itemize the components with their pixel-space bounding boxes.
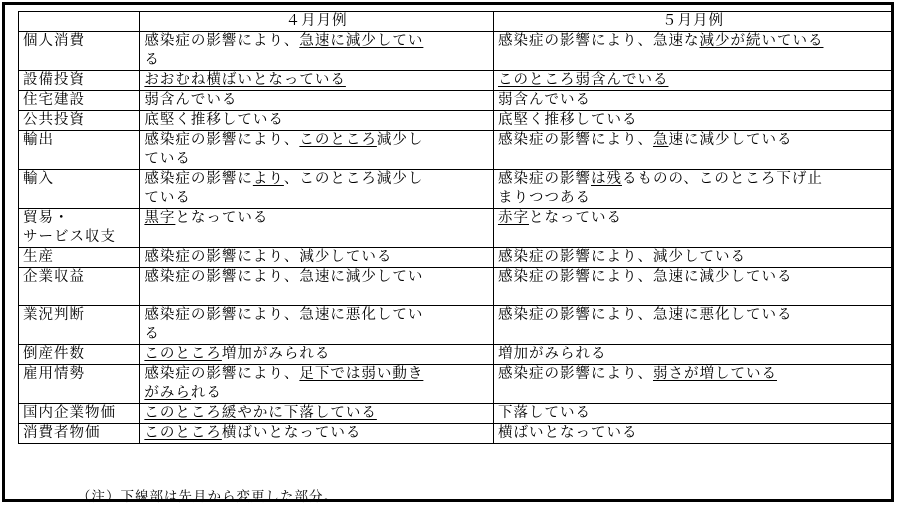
row-label-line: 個人消費 <box>23 33 85 49</box>
cell-may <box>493 32 892 71</box>
cell-line: 感染症の影響により、急速に減少している <box>497 269 793 285</box>
cell-may <box>493 424 892 444</box>
row-label-line: 国内企業物価 <box>23 405 116 421</box>
table-row <box>19 404 893 424</box>
cell-may <box>493 170 892 209</box>
cell-april <box>140 170 494 209</box>
header-may: ５月月例 <box>493 12 892 32</box>
document-frame <box>2 2 894 505</box>
table-row <box>19 345 893 365</box>
row-label-line: サービス収支 <box>23 229 116 245</box>
cell-line: 弱含んでいる <box>144 92 238 108</box>
table-row <box>19 306 893 345</box>
changed-text: 黒字 <box>144 210 176 226</box>
cell-line: 赤字となっている <box>497 210 622 226</box>
row-label <box>19 268 140 306</box>
table-body <box>19 32 893 444</box>
changed-text: このところ緩やかに下落している <box>144 405 377 421</box>
row-label <box>19 111 140 131</box>
cell-may <box>493 365 892 404</box>
cell-may <box>493 268 892 306</box>
table-row <box>19 268 893 306</box>
row-label-line: 業況判断 <box>23 307 85 323</box>
changed-text: このところ弱含んでいる <box>497 72 669 88</box>
cell-line: 感染症の影響により、急速に悪化してい <box>144 307 424 323</box>
row-label <box>19 345 140 365</box>
cell-may <box>493 248 892 268</box>
row-label <box>19 404 140 424</box>
row-label-line: 雇用情勢 <box>23 366 85 382</box>
table-row <box>19 209 893 248</box>
economic-assessment-table <box>18 11 893 444</box>
changed-text: おおむね横ばいとなっている <box>144 72 346 88</box>
cell-line: 感染症の影響により、このところ減少し <box>144 171 424 187</box>
table-row <box>19 424 893 444</box>
row-label-line: 住宅建設 <box>23 92 85 108</box>
cell-april <box>140 268 494 306</box>
row-label <box>19 365 140 404</box>
cell-line: 感染症の影響は残るものの、このところ下げ止 <box>497 171 823 187</box>
cell-may <box>493 131 892 170</box>
cell-line: 増加がみられる <box>497 346 607 362</box>
table-row <box>19 32 893 71</box>
table-row <box>19 248 893 268</box>
changed-text: このところ <box>299 132 377 148</box>
row-label <box>19 32 140 71</box>
cell-line: 感染症の影響により、足下では弱い動き <box>144 366 424 382</box>
cell-line: 下落している <box>497 405 591 421</box>
cell-may <box>493 91 892 111</box>
cell-may <box>493 209 892 248</box>
table-row <box>19 111 893 131</box>
cell-may <box>493 71 892 91</box>
changed-text: 足下では弱い動き <box>299 366 424 382</box>
row-label <box>19 424 140 444</box>
changed-text: より <box>252 171 284 187</box>
row-label-line: 消費者物価 <box>23 425 101 441</box>
cell-line: このところ横ばいとなっている <box>144 425 362 441</box>
table-row <box>19 131 893 170</box>
changed-text: がみら <box>144 385 191 401</box>
row-label-line: 企業収益 <box>23 269 85 285</box>
cell-april <box>140 248 494 268</box>
changed-text: 急速に減少してい <box>299 33 424 49</box>
changed-text: このところ <box>144 346 222 362</box>
cell-line: 感染症の影響により、急速に減少している <box>497 132 793 148</box>
cell-april <box>140 404 494 424</box>
header-corner-cell <box>19 12 140 32</box>
cell-may <box>493 345 892 365</box>
cell-april <box>140 424 494 444</box>
cell-april <box>140 365 494 404</box>
cell-line: 底堅く推移している <box>144 112 284 128</box>
cell-line: がみられる <box>144 385 222 401</box>
cell-line: 弱含んでいる <box>497 92 591 108</box>
cell-may <box>493 306 892 345</box>
cell-line: まりつつある <box>497 190 591 206</box>
row-label <box>19 209 140 248</box>
cell-line: 感染症の影響により、弱さが増している <box>497 366 777 382</box>
row-label-line: 生産 <box>23 249 54 265</box>
table-row <box>19 365 893 404</box>
row-label <box>19 306 140 345</box>
cell-april <box>140 32 494 71</box>
row-label <box>19 91 140 111</box>
cell-april <box>140 91 494 111</box>
cell-line: る <box>144 52 160 68</box>
cell-line: ている <box>144 190 191 206</box>
cell-april <box>140 111 494 131</box>
cell-line: 感染症の影響により、急速に減少してい <box>144 269 424 285</box>
cell-line: る <box>144 326 160 342</box>
row-label <box>19 131 140 170</box>
row-label <box>19 71 140 91</box>
header-april: ４月月例 <box>140 12 494 32</box>
changed-text: このところ <box>144 425 222 441</box>
table-row <box>19 91 893 111</box>
row-label <box>19 248 140 268</box>
cell-line: 横ばいとなっている <box>497 425 638 441</box>
cell-line: 感染症の影響により、減少している <box>497 249 746 265</box>
table-row <box>19 170 893 209</box>
cell-april <box>140 71 494 91</box>
cell-april <box>140 306 494 345</box>
cell-may <box>493 111 892 131</box>
changed-text: 弱さが増している <box>652 366 777 382</box>
cell-line: 感染症の影響により、減少している <box>144 249 393 265</box>
cell-line: 感染症の影響により、急速に悪化している <box>497 307 793 323</box>
cell-april <box>140 131 494 170</box>
row-label-line: 公共投資 <box>23 112 85 128</box>
cell-line: 底堅く推移している <box>497 112 638 128</box>
row-label-line: 貿易・ <box>23 210 70 226</box>
cell-line: ている <box>144 151 191 167</box>
cell-may <box>493 404 892 424</box>
cell-april <box>140 345 494 365</box>
header-row <box>19 12 893 32</box>
row-label-line: 設備投資 <box>23 72 85 88</box>
changed-text: は残 <box>590 171 622 187</box>
row-label-line: 輸入 <box>23 171 54 187</box>
cell-line: 感染症の影響により、急速に減少してい <box>144 33 424 49</box>
cell-line <box>498 71 888 90</box>
cell-april <box>140 209 494 248</box>
cell-line <box>144 71 489 90</box>
row-label <box>19 170 140 209</box>
footnote: （注）下線部は先月から変更した部分。 <box>77 489 338 505</box>
row-label-line: 倒産件数 <box>23 346 85 362</box>
cell-line: 感染症の影響により、このところ減少し <box>144 132 424 148</box>
cell-line: 感染症の影響により、急速な減少が続いている <box>497 33 824 49</box>
cell-line <box>144 404 489 423</box>
table-row <box>19 71 893 91</box>
changed-text: 減少が続いている <box>699 33 824 49</box>
cell-line: 黒字となっている <box>144 210 269 226</box>
cell-line: このところ増加がみられる <box>144 346 331 362</box>
row-label-line: 輸出 <box>23 132 54 148</box>
changed-text: 赤字 <box>497 210 529 226</box>
changed-text: 急 <box>652 132 669 148</box>
